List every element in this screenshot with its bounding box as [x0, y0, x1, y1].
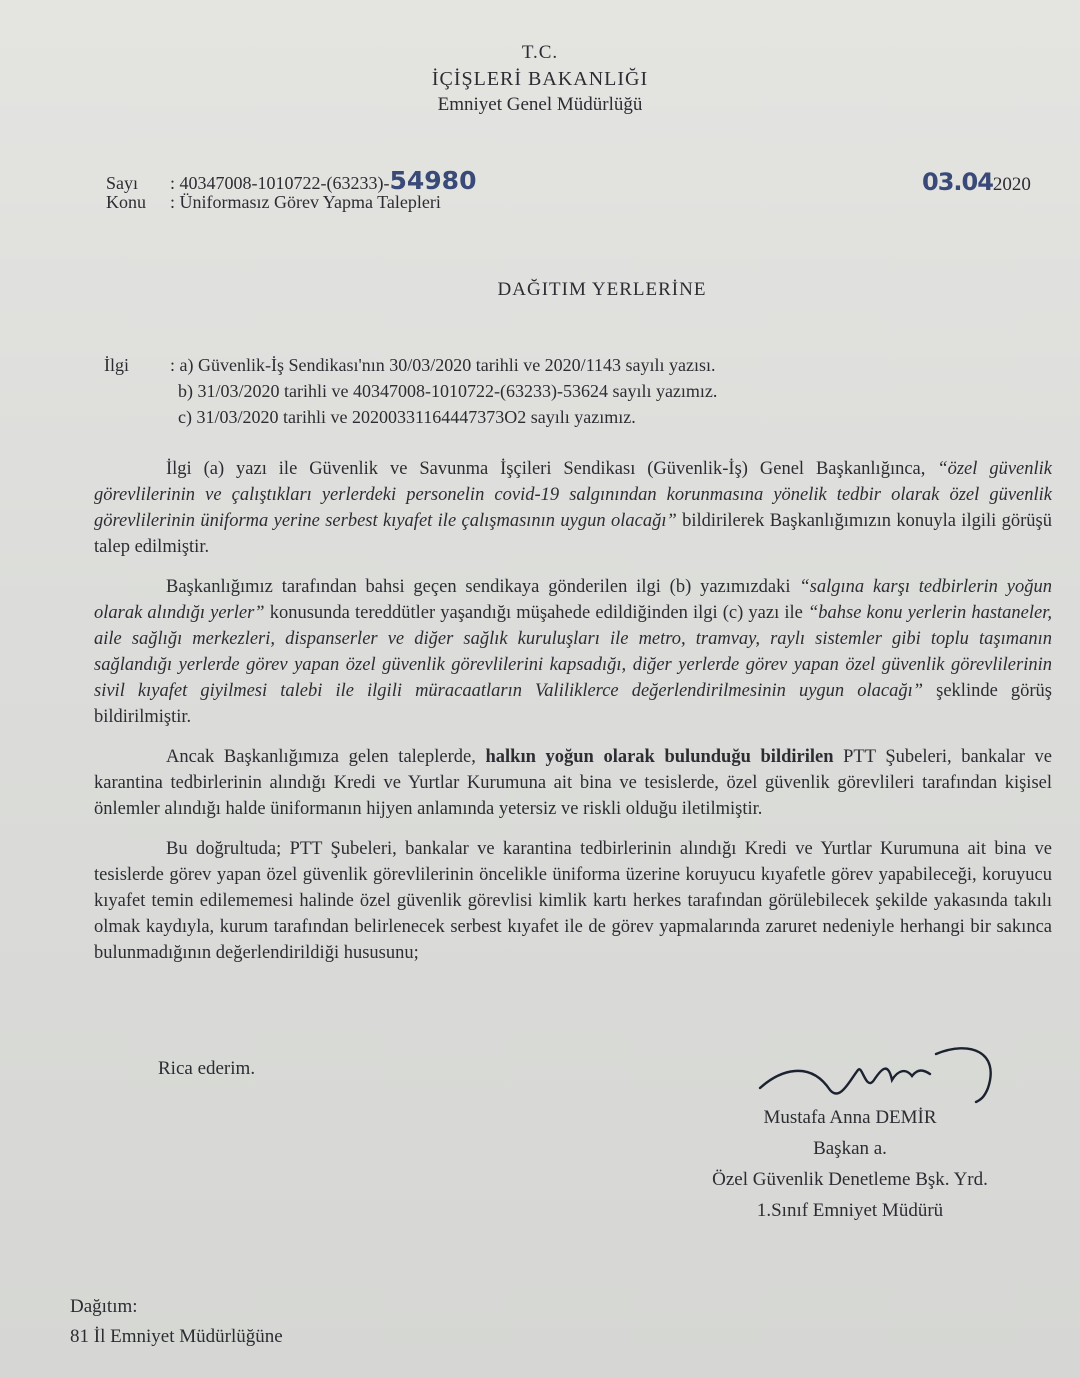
signature-scribble: [740, 1040, 1060, 1110]
p3-bold: halkın yoğun olarak bulunduğu bildirilen: [485, 747, 834, 767]
sayi-handwritten: 54980: [389, 166, 477, 195]
konu-label: Konu: [106, 192, 146, 212]
paragraph-3: [94, 744, 1052, 822]
p3-text-b: PTT Şubeleri, bankalar ve karantina tedbirlerinin alındığı Kredi ve Yurtlar Kurumuna ait bina ve tesislerde, özel güvenlik görevlileri tarafından kişisel önlemler alındığı halde üniformanın hijyen anlamında yetersiz ve riskli olduğu iletilmiştir.: [94, 747, 1052, 819]
ilgi-label: İlgi: [104, 355, 129, 375]
paragraph-1: [94, 456, 1052, 560]
signer-name: Mustafa Anna DEMİR: [763, 1107, 937, 1128]
p1-text-b: bildirilerek Başkanlığımızın konuyla ilgili görüşü talep edilmiştir.: [94, 511, 1052, 557]
p2-text-b: konusunda tereddütler yaşandığı müşahede edildiğinden ilgi (c) yazı ile: [264, 603, 808, 623]
distribution-block: [70, 1292, 283, 1352]
p1-text-a: İlgi (a) yazı ile Güvenlik ve Savunma İşçileri Sendikası (Güvenlik-İş) Genel Başkanlığınca,: [166, 459, 938, 479]
paragraph-4: Bu doğrultuda; PTT Şubeleri, bankalar ve karantina tedbirlerinin alındığı Kredi ve Yurtlar Kurumuna ait bina ve tesislerde görev yapan özel güvenlik görevlilerinin öncelikle üniforma üzerine koruyucu kıyafetle görev yapabileceği, koruyucu kıyafet temin edilememesi halinde özel güvenlik görevlisi kimlik kartı herkes tarafından görülebilecek şekilde yakasında takılı olmak kaydıyla, kurum tarafından belirlenecek serbest kıyafet ile de görev yapmalarında zaruret nedeniyle herhangi bir sakınca bulunmadığının değerlendirildiği hususunu;: [94, 839, 1052, 963]
letterhead: [0, 40, 1080, 118]
paragraph-2: [94, 574, 1052, 730]
sayi-line: [106, 166, 476, 195]
p2-text-c: şeklinde görüş bildirilmiştir.: [94, 681, 1053, 727]
sayi-label: Sayı: [106, 173, 139, 193]
p2-quote-2: “bahse konu yerlerin hastaneler, aile sağlığı merkezleri, dispanserler ve diğer sağlık kuruluşları ile metro, tramvay, raylı sistemler gibi toplu taşımanın sağlandığı yerlerde görev yapan özel güvenlik görevlilerini kapsadığı, diğer yerlerde görev yapan özel güvenlik görevlilerinin sivil kıyafet giyilmesi talebi ile ilgili müracaatların Valiliklerce değerlendirilmesinin uygun olacağı”: [94, 603, 1052, 701]
date-year: 2020: [992, 174, 1031, 195]
header-directorate: Emniyet Genel Müdürlüğü: [437, 94, 643, 115]
distribution-title: DAĞITIM YERLERİNE: [497, 279, 707, 300]
konu-value: : Üniformasız Görev Yapma Talepleri: [170, 192, 441, 212]
ilgi-item-c: c) 31/03/2020 tarihli ve 20200331164447373O2 sayılı yazımız.: [178, 407, 636, 427]
distribution-recipient: 81 İl Emniyet Müdürlüğüne: [70, 1326, 283, 1347]
ilgi-item-a: : a) Güvenlik-İş Sendikası'nın 30/03/2020 tarihli ve 2020/1143 sayılı yazısı.: [170, 355, 716, 375]
ilgi-block: [104, 352, 717, 430]
distribution-label: Dağıtım:: [70, 1296, 138, 1317]
date-handwritten: 03.04: [922, 168, 993, 196]
signer-role: Başkan a.: [813, 1138, 887, 1159]
konu-line: [106, 192, 441, 213]
letter-body: [94, 456, 1052, 980]
signer-block: [640, 1102, 1060, 1226]
document-date: [922, 168, 1031, 196]
header-tc: T.C.: [521, 42, 559, 63]
header-ministry: İÇİŞLERİ BAKANLIĞI: [431, 68, 649, 90]
closing-text: Rica ederim.: [158, 1058, 256, 1079]
p2-text-a: Başkanlığımız tarafından bahsi geçen sendikaya gönderilen ilgi (b) yazımızdaki: [166, 577, 800, 597]
p1-quote: “özel güvenlik görevlilerinin ve çalıştıkları yerlerdeki personelin covid-19 salgınından korunmasına yönelik tedbir olarak özel güvenlik görevlilerinin üniforma yerine serbest kıyafet ile çalışmasının uygun olacağı”: [94, 459, 1052, 531]
p2-quote-1: “salgına karşı tedbirlerin yoğun olarak alındığı yerler”: [94, 577, 1052, 623]
p3-text-a: Ancak Başkanlığımıza gelen taleplerde,: [166, 747, 486, 767]
signer-title: Özel Güvenlik Denetleme Bşk. Yrd.: [712, 1169, 988, 1190]
ilgi-item-b: b) 31/03/2020 tarihli ve 40347008-1010722-(63233)-53624 sayılı yazımız.: [178, 381, 718, 401]
signer-rank: 1.Sınıf Emniyet Müdürü: [756, 1200, 944, 1221]
sayi-value: : 40347008-1010722-(63233)-: [170, 173, 390, 193]
